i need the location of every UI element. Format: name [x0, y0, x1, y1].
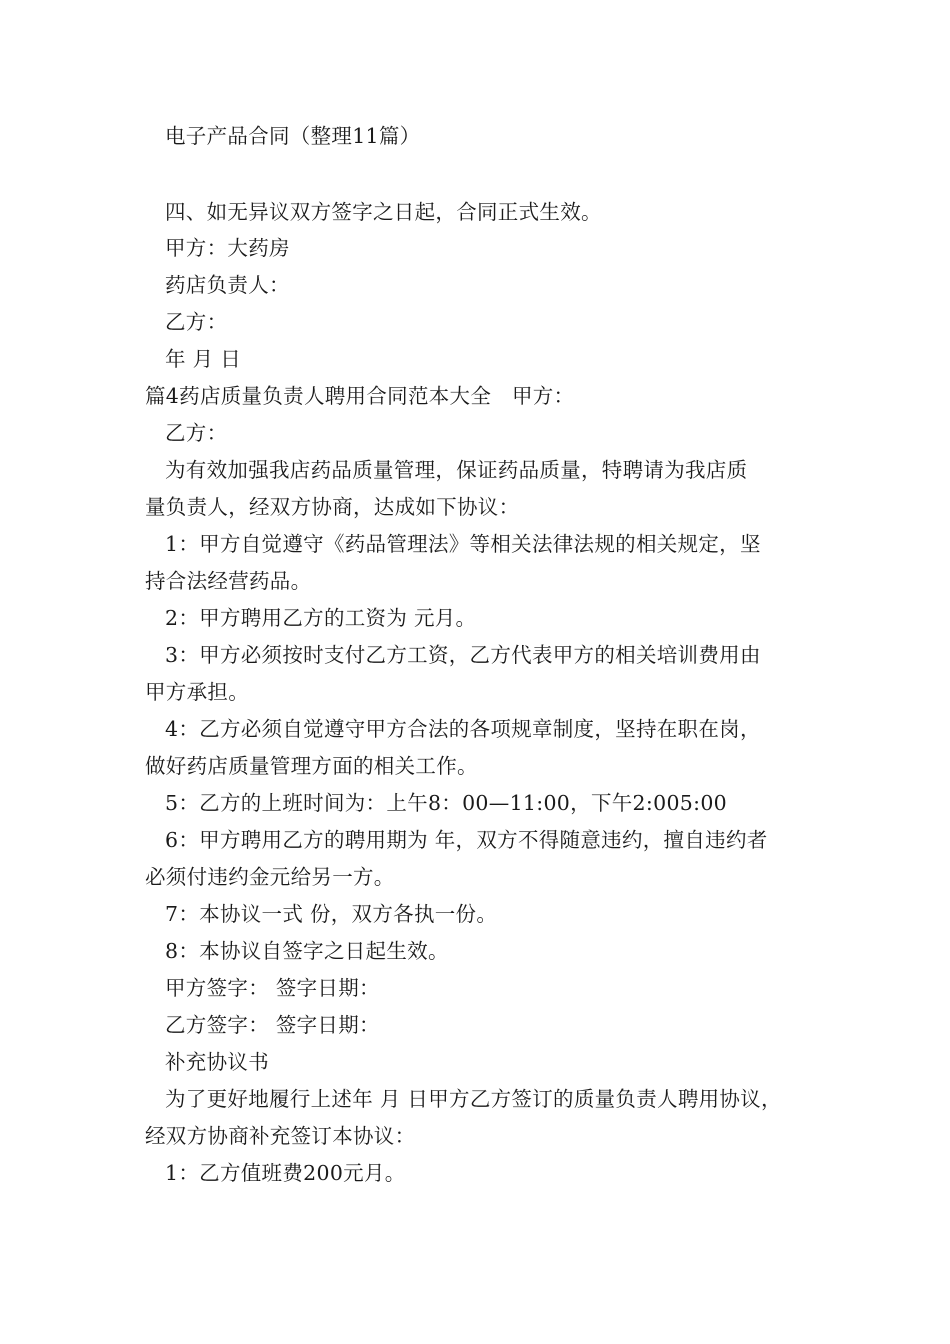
text-line: 乙方：: [165, 421, 228, 445]
text-line: 持合法经营药品。: [145, 569, 312, 593]
text-line: 7：本协议一式 份，双方各执一份。: [165, 902, 498, 926]
text-line: 四、如无异议双方签字之日起，合同正式生效。: [165, 200, 602, 224]
document-title: 电子产品合同（整理11篇）: [165, 124, 421, 148]
text-line: 必须付违约金元给另一方。: [145, 865, 395, 889]
text-line: 1：甲方自觉遵守《药品管理法》等相关法律法规的相关规定，坚: [165, 532, 761, 556]
text-line: 甲方：大药房: [165, 236, 290, 260]
text-line: 药店负责人：: [165, 273, 290, 297]
section-heading: 补充协议书: [165, 1050, 269, 1074]
text-line: 甲方承担。: [145, 680, 249, 704]
text-line: 6：甲方聘用乙方的聘用期为 年，双方不得随意违约，擅自违约者: [165, 828, 768, 852]
section-heading: 篇4药店质量负责人聘用合同范本大全 甲方：: [145, 384, 575, 408]
text-line: 8：本协议自签字之日起生效。: [165, 939, 449, 963]
text-line: 年 月 日: [165, 347, 242, 371]
text-line: 5：乙方的上班时间为：上午8：00—11:00，下午2:005:00: [165, 791, 728, 815]
text-line: 乙方：: [165, 310, 228, 334]
text-line: 3：甲方必须按时支付乙方工资，乙方代表甲方的相关培训费用由: [165, 643, 761, 667]
text-line: 做好药店质量管理方面的相关工作。: [145, 754, 478, 778]
text-line: 为了更好地履行上述年 月 日甲方乙方签订的质量负责人聘用协议，: [165, 1087, 782, 1111]
text-line: 为有效加强我店药品质量管理，保证药品质量，特聘请为我店质: [165, 458, 748, 482]
text-line: 经双方协商补充签订本协议：: [145, 1124, 416, 1148]
text-line: 4：乙方必须自觉遵守甲方合法的各项规章制度，坚持在职在岗，: [165, 717, 761, 741]
signature-line: 甲方签字： 签字日期：: [165, 976, 380, 1000]
text-line: 量负责人，经双方协商，达成如下协议：: [145, 495, 520, 519]
text-line: 2：甲方聘用乙方的工资为 元月。: [165, 606, 477, 630]
text-line: 1：乙方值班费200元月。: [165, 1161, 406, 1185]
signature-line: 乙方签字： 签字日期：: [165, 1013, 380, 1037]
